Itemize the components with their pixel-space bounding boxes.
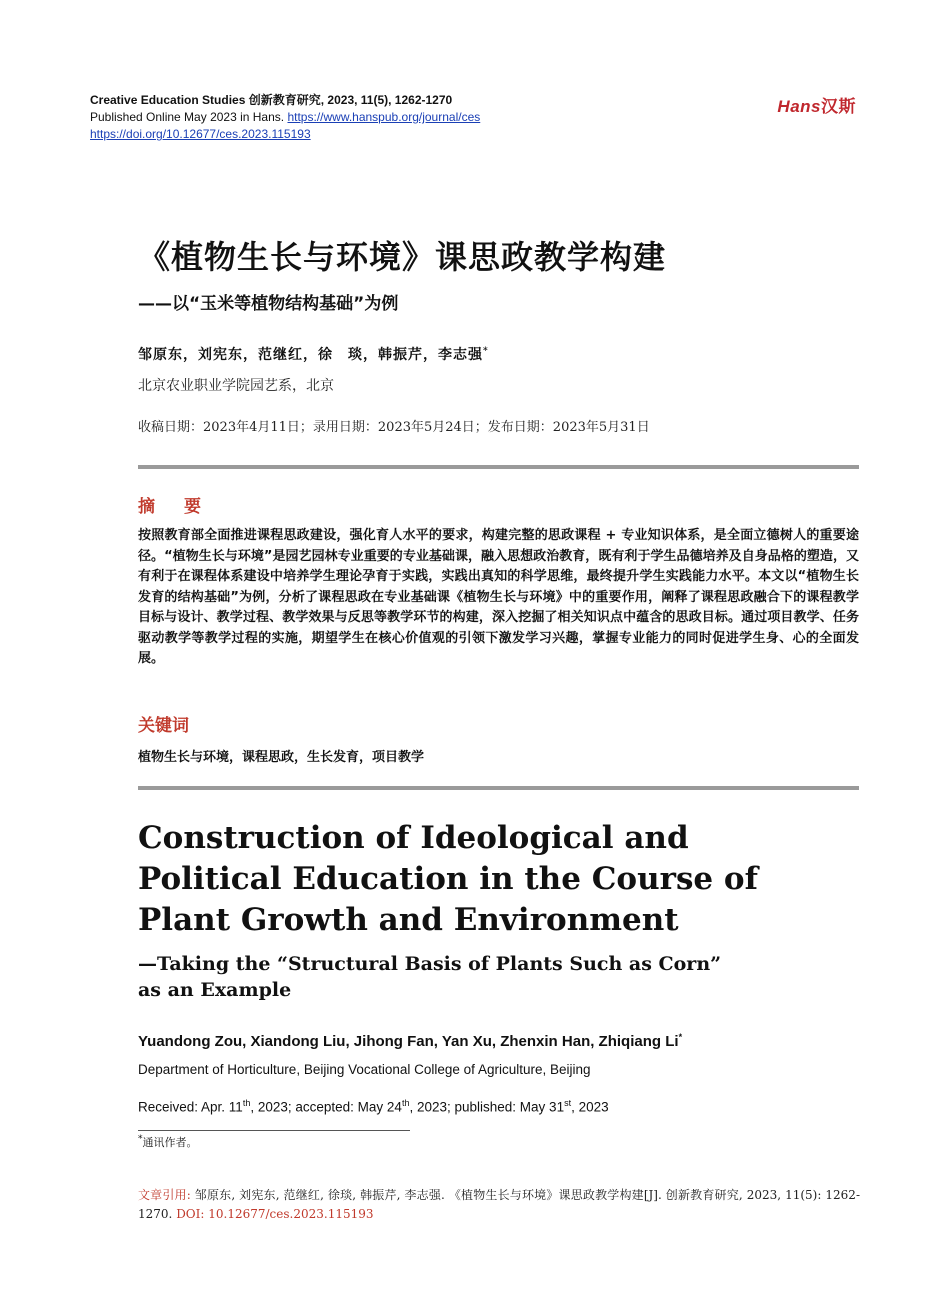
accepted-sup: th bbox=[401, 1098, 410, 1108]
keywords-text: 植物生长与环境，课程思政，生长发育，项目教学 bbox=[138, 750, 425, 765]
abstract-text: 按照教育部全面推进课程思政建设，强化育人水平的要求，构建完整的思政课程 + 专业知识体系，是全面立德树人的重要途径。“植物生长与环境”是园艺园林专业重要的专业基础课，融入思想政治教育，既有利于学生品德培养及自身品格的塑造，又有利于在课程体系建设中培养学生理论孕育于实践，实践出真知的科学思维，最终提升学生实践能力水平。本文以“植物生长发育的结构基础”为例，分析了课程思政在专业基础课《植物生长与环境》中的重要作用，阐释了课程思政融合下的课程教学目标与设计、教学过程、教学效果与反思等教学环节的构建，深入挖掘了相关知识点中蕴含的思政目标。通过项目教学、任务驱动教学等教学过程的实施，期望学生在核心价值观的引领下激发学习兴趣，掌握专业能力的同时促进学生身、心的全面发展。 bbox=[138, 528, 859, 666]
keywords-heading: 关键词 bbox=[138, 716, 189, 736]
journal-volume: 2023, 11(5), 1262-1270 bbox=[327, 93, 453, 107]
citation-doi[interactable]: DOI: 10.12677/ces.2023.115193 bbox=[176, 1207, 374, 1221]
received-sup: th bbox=[242, 1098, 251, 1108]
cn-dates: 收稿日期：2023年4月11日；录用日期：2023年5月24日；发布日期：2023年5月31日 bbox=[138, 420, 650, 435]
published-text: Published Online May 2023 in Hans. bbox=[90, 110, 285, 124]
en-author-list: Yuandong Zou, Xiandong Liu, Jihong Fan, Yan Xu, Zhenxin Han, Zhiqiang Li bbox=[138, 1033, 679, 1050]
logo-text-cn: 汉斯 bbox=[821, 97, 856, 116]
journal-url-link[interactable]: https://www.hanspub.org/journal/ces bbox=[287, 110, 481, 124]
en-authors bbox=[138, 1032, 682, 1050]
journal-name-en: Creative Education Studies bbox=[90, 93, 246, 107]
footnote-text: 通讯作者。 bbox=[142, 1136, 198, 1149]
footnote bbox=[138, 1134, 198, 1150]
en-corresponding-mark: * bbox=[678, 1032, 683, 1042]
hans-logo[interactable] bbox=[777, 92, 856, 117]
cn-author-list: 邹原东，刘宪东，范继红，徐 琰，韩振芹，李志强 bbox=[138, 347, 483, 363]
footnote-divider bbox=[138, 1130, 410, 1131]
journal-header: Creative Education Studies 创新教育研究, 2023, 11(5), 1262-1270 bbox=[90, 93, 453, 107]
doi-line bbox=[90, 126, 311, 142]
corresponding-mark: * bbox=[483, 346, 489, 357]
journal-name-cn: 创新教育研究 bbox=[248, 93, 321, 107]
abstract-heading: 摘 要 bbox=[138, 497, 207, 517]
section-divider-bottom bbox=[138, 786, 859, 790]
cn-title: 《植物生长与环境》课思政教学构建 bbox=[138, 238, 667, 276]
received-date: Received: Apr. 11 bbox=[138, 1099, 243, 1115]
citation-label: 文章引用: bbox=[138, 1188, 191, 1202]
citation bbox=[138, 1186, 860, 1224]
section-divider-top bbox=[138, 465, 859, 469]
en-subtitle: —Taking the “Structural Basis of Plants Such as Corn” as an Example bbox=[138, 953, 722, 1001]
published-line bbox=[90, 109, 480, 125]
published-year: , 2023 bbox=[571, 1099, 609, 1115]
citation-text: 邹原东, 刘宪东, 范继红, 徐琰, 韩振芹, 李志强. 《植物生长与环境》课思政教学构建[J]. 创新教育研究, 2023, 11(5): 1262-1270. bbox=[138, 1188, 860, 1221]
published-date: , 2023; published: May 31 bbox=[409, 1099, 565, 1115]
cn-subtitle: ——以“玉米等植物结构基础”为例 bbox=[138, 294, 399, 314]
cn-affiliation: 北京农业职业学院园艺系，北京 bbox=[138, 378, 334, 394]
cn-authors bbox=[138, 344, 489, 364]
doi-url-link[interactable]: https://doi.org/10.12677/ces.2023.115193 bbox=[90, 127, 311, 141]
accepted-date: , 2023; accepted: May 24 bbox=[250, 1099, 402, 1115]
footnote-mark: * bbox=[138, 1134, 143, 1145]
en-affiliation: Department of Horticulture, Beijing Vocational College of Agriculture, Beijing bbox=[138, 1062, 591, 1077]
en-dates bbox=[138, 1098, 609, 1115]
en-title: Construction of Ideological and Political Education in the Course of Plant Growth and Environment bbox=[138, 820, 758, 938]
logo-text-en: Hans bbox=[777, 97, 821, 116]
published-sup: st bbox=[564, 1098, 572, 1108]
